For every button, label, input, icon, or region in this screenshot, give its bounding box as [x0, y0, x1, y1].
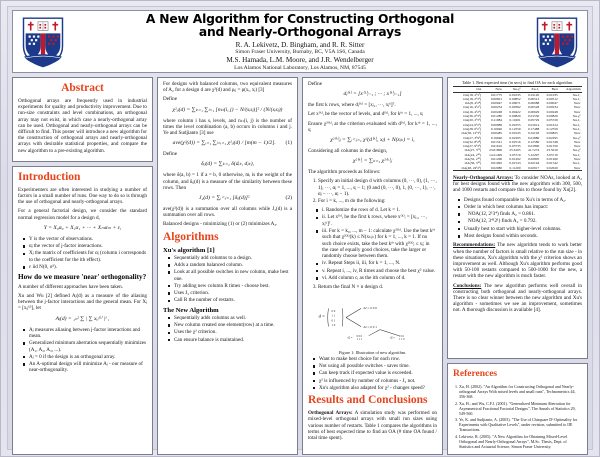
- table-cell: 0.01614: [546, 122, 558, 127]
- poster-header: [12, 10, 588, 73]
- table-cell: 0.00248: [490, 109, 503, 114]
- middle2-define-3: Define: [308, 81, 322, 87]
- table-cell: 0.00047: [490, 101, 503, 106]
- column-right: [447, 77, 588, 455]
- list-item: Usually best to start with higher-level columns.: [460, 226, 582, 232]
- introduction-p4: Xu and Wu [2] defined Aⱼ(d) as a measure of the aliasing between the j-factor interactions and the general mean. For Xⱼ = [xᵢⱼ⁽ʲ⁾], let: [18, 293, 147, 312]
- references-panel: [447, 363, 588, 455]
- table-cell: New: [574, 144, 581, 149]
- list-item: New column created one element(row) at a time.: [170, 322, 292, 328]
- column-middle-right: [302, 77, 443, 455]
- column-left: [12, 77, 153, 455]
- recommendations-paragraph: [453, 242, 582, 279]
- table-cell: 0.00825: [546, 131, 558, 136]
- poster-columns: [12, 77, 588, 455]
- table-cell: 0.01092: [490, 161, 503, 166]
- orthogonal-arrays-results: [308, 410, 437, 441]
- list-item: Can ensure balance is maintained.: [170, 337, 292, 343]
- table-cell: Xu-J₂: [572, 161, 581, 166]
- list-item: Try adding new column R times - choose best.: [170, 283, 292, 289]
- svg-text:0 0 1: 0 0 1: [399, 334, 405, 338]
- table-cell: OA(27, 3¹9¹): [463, 135, 482, 140]
- references-list: [453, 384, 582, 449]
- simon-fraser-university-crest-left: [21, 16, 65, 68]
- table-cell: 0.01880: [528, 135, 540, 140]
- table-cell: 0.01055: [509, 122, 521, 127]
- list-item: An A-optimal design will minimize Aⱼ - our measure of near-orthogonality.: [25, 361, 147, 374]
- table-cell: 0.00512: [528, 96, 540, 101]
- algorithm-detail-panel: [302, 77, 443, 455]
- table-cell: 0.02516: [509, 139, 521, 144]
- list-item: Sequentially adds columns as well.: [170, 315, 292, 321]
- list-item: Want to make best choice for each row.: [315, 356, 437, 362]
- svg-text:d2 =: d2 =: [389, 336, 395, 340]
- recommendations-body: The new algorithm tends to work better when the number of factors is small relative to the run size - in these situations, Xu's algorithm with the χ² criterion shows an improvement as well. Although Xu's algorithm performs good with 50-100 restarts compared to 500-1000 for the new, a restart with the new algorithm is much faster.: [453, 242, 582, 280]
- table-cell: Xu-J₂: [572, 122, 581, 127]
- table-cell: 0.10040: [490, 126, 503, 131]
- list-item: Uses the χ² criterion.: [170, 329, 292, 335]
- table-cell: 0.02295: [546, 135, 558, 140]
- algorithm-final-step: [308, 284, 437, 290]
- xu-algorithm-heading: Xu's algorithm [1]: [163, 246, 215, 254]
- middle-define-2: Define: [163, 151, 177, 158]
- near-orthogonality-subheading: How do we measure 'near' orthogonality?: [18, 273, 147, 282]
- authors-line-2: M.S. Hamada, L.M. Moore, and J.R. Wendelberger: [226, 56, 374, 65]
- svg-text:1 1: 1 1: [331, 313, 336, 318]
- middle-equation-2: [163, 139, 292, 148]
- middle-p1: For designs with balanced columns, two equivalent measures of A₂ for a design d are χ²(d) and ρᵢⱼ = ρ(xᵢ, xⱼ) [3]: [163, 81, 292, 94]
- table-cell: 0.11984: [490, 118, 503, 123]
- algorithm-substeps: [308, 207, 437, 281]
- introduction-p3: A number of different approaches have been taken.: [18, 283, 123, 290]
- table-cell: 0.02194: [528, 161, 540, 166]
- table-cell: 0.00629: [528, 109, 540, 114]
- table-cell: New: [559, 166, 582, 171]
- table-cell: OA(18, 2¹3⁶): [463, 96, 482, 101]
- svg-text:1 1 0: 1 1 0: [399, 337, 405, 341]
- table-cell: OA(32, 8¹2⁸): [463, 139, 482, 144]
- table-cell: New: [574, 101, 581, 106]
- table-cell: 0.00820: [546, 114, 558, 119]
- table-cell: 0.01035: [546, 92, 558, 97]
- abstract-panel: [12, 77, 153, 162]
- middle2-p8: Ensure χ²⁽ᵏ⁾ᵢ at the criterion evaluated with d⁽ᵏ⁾ᵢ for kᵗʰ = 1, ..., sⱼ: [308, 120, 437, 133]
- poster-title-line2: and Nearly-Orthogonal Arrays: [198, 25, 402, 39]
- table-cell: 0.01542: [546, 161, 558, 166]
- table-body: [453, 92, 582, 170]
- conclusions-paragraph: [453, 283, 582, 314]
- middle-p5: Balanced designs - minimizing (1) or (2) minimizes A₂.: [163, 221, 278, 228]
- table-cell: OA(24, 2¹⁰): [464, 152, 482, 157]
- new-algorithm-bullets: [163, 315, 292, 343]
- column-header: Best: [541, 87, 560, 92]
- list-item: ii. Let x⁽ᵏ⁾ᵢ be the first k rows, where x⁽ᵏ⁾ᵢ = [xⱼ₁, ···, xⱼᵏ]ᵀ.: [318, 214, 437, 227]
- middle2-equation-5: dⱼ⁽ᵏ⁾ = [x⁽¹⁾ⱼ₋₁ ; ··· ; x⁽ᵏ⁾ⱼ₋₁]: [343, 91, 402, 98]
- affiliation-line-1: Simon Fraser University, Burnaby, BC, V5A 1S6, Canada: [235, 49, 365, 56]
- algorithm-notes: [308, 356, 437, 391]
- list-item: NOA(12, 2¹3⁴) finds A₂ = 0.861.: [460, 211, 582, 217]
- new-algorithm-heading: The New Algorithm: [163, 306, 219, 314]
- middle-p3: where δ(a, b) = 1 if a = b, 0 otherwise, mᵢ is the weight of the column, and δᵢⱼ(d) is a measure of the similarity between these rows. Then: [163, 172, 292, 191]
- table-cell: Xu-J₂: [572, 96, 581, 101]
- middle2-p6: the first k rows, where dⱼ⁽ᵏ⁾ = [xⱼ₁, ···, xⱼᵏ]ᵀ.: [308, 102, 396, 109]
- table-cell: OA(28, 6¹2⁷): [463, 126, 482, 131]
- middle-equation-4: [163, 194, 292, 203]
- middle-p4: ave(χ²(d)) is a summation over all columns while J₂(d) is a summation over all rows.: [163, 206, 292, 219]
- table-cell: OA(36, 12¹3¹): [461, 131, 482, 136]
- list-item: i. Randomize the rows of d. Let k = 1.: [318, 207, 437, 213]
- list-item: 3. Ye, K. and Sudjianto, A. (2003). "The Use of Chisquare Dᵒ Optimality for Experiments with Qualitative Levels", under revision, submitted to IIE Transactions.: [459, 417, 582, 432]
- abstract-body: Orthogonal arrays are frequently used in industrial experiments for quality and productivity improvement. Due to run-size constraints and level combinations, an orthogonal array may not exist, in which case a nearly-orthogonal array can be used. Orthogonal and nearly-orthogonal arrays can be difficult to find. This poster will introduce a new algorithm for the construction of orthogonal arrays and nearly-orthogonal arrays with desirable statistical properties, and compare the new algorithm to a pre-existing algorithm.: [18, 98, 147, 154]
- svg-text:d2 =: d2 =: [347, 336, 353, 340]
- list-item: iii. For k = k₀, ..., m − 1: calculate χ²⁽ᵏ⁾. Use the best kᵗʰ such that χ²⁽ᵏ⁾(k) ≤ N(xₖⱼₖ) for k = 1, ..., k = 1. If no such choice exists, take the best kᵗʰ with χ²⁽ᵏ⁾ⱼ ≤ sⱼ; in the case of equally good choices, take the larger or randomly choose between them.: [318, 228, 437, 259]
- noa-bullets: [453, 197, 582, 240]
- table-cell: 0.05729: [528, 118, 540, 123]
- table-cell: 0.00852: [509, 96, 521, 101]
- list-item: Order in which best columns has impact:: [460, 204, 582, 210]
- introduction-p2: For a general factorial design, we consider the standard normal regression model for a design d,: [18, 208, 147, 221]
- table-cell: 0.00989: [490, 122, 503, 127]
- svg-text:0 0 0: 0 0 0: [356, 334, 363, 338]
- column-header: New: [483, 87, 504, 92]
- recommendations-label: Recommendations:: [453, 242, 496, 249]
- column-header: Xu-J₂: [522, 87, 541, 92]
- list-item: Most designs found within seconds.: [460, 233, 582, 239]
- title-block: [73, 11, 527, 72]
- list-item: Xⱼ the matrix of coefficients for αⱼ (column i corresponds to the coefficient for the ith effect).: [25, 250, 147, 263]
- list-item: Generalized minimum aberration sequentially minimizes (A₁, A₂, A₃, ...).: [25, 340, 147, 353]
- column-middle-left: [157, 77, 298, 455]
- list-item: Designs found comparable to Xu's in terms of A₂.: [460, 197, 582, 203]
- middle-p2: where column i has sᵢ levels, and nₖₗ(i, j) is the number of times the level combination (a, b) occurs in columns i and j. Ye and Sudjianto [3] use: [163, 117, 292, 137]
- introduction-p1: Experimenters are often interested in studying a number of factors in a small number of runs. One way to do so is through the use of orthogonal and nearly-orthogonal arrays.: [18, 186, 147, 206]
- table-cell: 0.12559: [509, 126, 521, 131]
- table-cell: 14.21499: [489, 152, 503, 157]
- introduction-equation: Y = X₀α₀ + X₁α₁ + ··· + Xₘαₘ + ε,: [43, 224, 122, 231]
- poster-inner-frame: [7, 6, 593, 450]
- list-item: Not using all possible switches - saves time.: [315, 363, 437, 369]
- list-item: Aⱼ measures aliasing between j-factor interactions and mean.: [25, 327, 147, 340]
- list-item: Look at all possible switches in new column, make best one.: [170, 269, 292, 282]
- table-cell: 41.7274: [528, 148, 540, 153]
- table-cell: 0.00248: [546, 109, 558, 114]
- results-table: [453, 81, 582, 171]
- table-cell: 0.01260: [546, 157, 558, 162]
- table-cell: 0.01550: [546, 144, 558, 149]
- table-cell: 0.02295: [509, 135, 521, 140]
- svg-text:d2 = 0 0 0: d2 = 0 0 0: [363, 305, 377, 310]
- table-cell: OA(36, 3¹⁰): [464, 161, 482, 166]
- list-item: 1. Xu, H. (2002). "An Algorithm for Constructing Orthogonal and Nearly-orthogonal Arrays With mixed levels and small runs", Technometrics 44, 356-368.: [459, 384, 582, 399]
- middle2-equation-7: χ²⁽ᵏ⁾ᵢ = ∑ₖ₌₁ χ²⁽ᵏ⁾ᵢⱼ: [353, 158, 392, 165]
- table-cell: 0.01045: [509, 131, 521, 136]
- table-cell: 0.00071: [509, 101, 521, 106]
- table-cell: OA(16, 4¹2⁶): [463, 109, 482, 114]
- table-cell: OA(32, 2¹⁰): [464, 157, 482, 162]
- table-cell: 0.01120: [528, 92, 540, 97]
- conclusions-body: The new algorithm performs well overall in constructing both orthogonal and nearly-orthogonal arrays. There is no clear winner between the new algorithm and Xu's algorithm - sometimes we see an improvement, sometimes not. A thorough discussion is available [4].: [453, 282, 582, 314]
- table-cell: OA(20, 2¹5¹): [463, 118, 482, 123]
- table-cell: Xu-J₂: [572, 126, 581, 131]
- orthogonal-arrays-label: Orthogonal Arrays:: [308, 410, 353, 417]
- table-cell: 0.02080: [483, 166, 504, 171]
- introduction-bullets-2: [18, 327, 147, 374]
- table-cell: 0.01614: [528, 122, 540, 127]
- table-row: [453, 166, 582, 171]
- table-cell: 0.61610: [490, 144, 503, 149]
- table-cell: 0.00821: [490, 96, 503, 101]
- algorithms-heading: Algorithms: [163, 230, 219, 243]
- abstract-heading: Abstract: [61, 82, 104, 94]
- table-caption: Table 1. Best expected time (in secs) to find OA for each algorithm.: [462, 80, 573, 85]
- table-cell: 0.00485: [490, 131, 503, 136]
- equation-number-2: (2): [285, 195, 292, 202]
- table-cell: 0.00422: [509, 109, 521, 114]
- svg-text:1 0: 1 0: [331, 322, 336, 327]
- table-cell: Xu-χ²: [572, 135, 581, 140]
- methods-panel: [157, 77, 298, 455]
- table-cell: New: [574, 157, 581, 162]
- svg-text:d2 = 0 0 1: d2 = 0 0 1: [363, 324, 377, 329]
- list-item: vi. Add column cᵢ as the ith column of d.: [318, 275, 437, 281]
- table-cell: Xu-J₂: [572, 152, 581, 157]
- list-item: iv. Repeat Steps ii, iii, for k = 1, ..., N.: [318, 260, 437, 266]
- table-cell: 0.11601: [509, 118, 521, 123]
- list-item: 2. Xu, H., and Wu, C.F.J. (2001). "Generalized Minimum Aberration for Asymmetrical Fractional Factorial Designs", The Annals of Statistics 29, 549-560.: [459, 401, 582, 416]
- middle2-p9: Considering all columns in the design,: [308, 148, 388, 155]
- svg-text:d =: d =: [318, 313, 326, 319]
- list-item: Uses J₂ criterion.: [170, 290, 292, 296]
- middle-equation-1: χ²ᵢⱼ(d) = ∑ₖ₌₁ ∑ₗ₌₁ [nₖₗ(i, j) − N/(sᵢsⱼ)]² / (N/(sᵢsⱼ)): [172, 106, 283, 113]
- table-cell: 0.01541: [490, 139, 503, 144]
- table-cell: 5.12297: [528, 152, 540, 157]
- list-item: NOA(12, 3⁴¹2¹) finds A₂ = 0.792.: [460, 218, 582, 224]
- table-cell: 0.00512: [546, 96, 558, 101]
- table-cell: 0.00392: [509, 105, 521, 110]
- table-cell: OA(27, 3⁹⁹): [464, 148, 482, 153]
- svg-text:0 1: 0 1: [331, 317, 336, 322]
- table-cell: 0.01775: [490, 92, 503, 97]
- table-cell: OA(24, 6¹2⁶): [463, 122, 482, 127]
- list-item: αⱼ the vector of j-factor interactions.: [25, 243, 147, 249]
- list-item: ε iid N(0, σ²).: [25, 264, 147, 270]
- table-cell: New: [574, 139, 581, 144]
- middle-define-1: Define: [163, 96, 177, 103]
- table-cell: 0.00088: [528, 101, 540, 106]
- equation-body-2: ave(χ²(d)) = ∑ᵢ₌₁ ∑ⱼ₌ᵢ₊₁ χ²ᵢⱼ(d) / [m(m − 1)/2].: [172, 140, 276, 147]
- table-cell: 0.00234: [490, 105, 503, 110]
- table-cell: 0.01890: [528, 144, 540, 149]
- table-cell: 0.00234: [546, 105, 558, 110]
- table-cell: 25.6195: [509, 148, 521, 153]
- figure-caption: Figure 1: Illustration of new algorithm.: [338, 349, 407, 355]
- list-item: Aⱼ = 0 if the design is an orthogonal array.: [25, 354, 147, 360]
- column-header: Algorithm: [559, 87, 582, 92]
- list-item: 4. Lekivetz, R. (2005). "A New Algorithm for Obtaining Mixed-Level Orthogonal and Nearly-Orthogonal Arrays", M.Sc. Thesis, Dept. of Statistics and Actuarial Science, Simon Fraser University.: [459, 434, 582, 449]
- list-item: v. Repeat i, ..., iv, R times and choose the best χ² value.: [318, 268, 437, 274]
- middle-equation-3: δᵢⱼ(d) = ∑ₖ₌₁ δ(dᵢₖ, dⱼₖ),: [201, 161, 254, 168]
- table-cell: New: [574, 109, 581, 114]
- nearly-orthogonal-arrays-paragraph: [453, 175, 582, 194]
- table-cell: 0.01192: [528, 131, 540, 136]
- list-item: 3. Return the final N × n design d.: [318, 284, 437, 290]
- middle2-p7: Let x⁽ᵏ⁾ᵢ be the vector of levels, and d⁽ᵏ⁾ᵢ for kᵗʰ = 1, ..., sⱼ: [308, 111, 423, 118]
- table-cell: 0.02805: [528, 157, 540, 162]
- table-cell: New: [574, 131, 581, 136]
- table-cell: 3.05719: [546, 152, 558, 157]
- xu-algorithm-bullets: [163, 255, 292, 304]
- references-heading: References: [453, 369, 498, 380]
- table-cell: 0.01280: [490, 114, 503, 119]
- introduction-bullets: [18, 236, 147, 270]
- table-cell: 0.00047: [546, 101, 558, 106]
- affiliation-line-2: Los Alamos National Laboratory, Los Alamos, NM, 87545: [234, 65, 366, 71]
- svg-text:1 1 1: 1 1 1: [356, 337, 363, 341]
- simon-fraser-university-crest-right: [535, 16, 579, 68]
- table-cell: OA(27, 9¹3⁹): [463, 144, 482, 149]
- orthogonal-arrays-body: A simulation study was performed on mixed-level orthogonal arrays with small run sizes using various number of restarts. Table 1 compares the algorithms in terms of best expected time to find an OA (# time OA found / total time spent).: [308, 410, 437, 441]
- list-item: Sequentially add columns to a design.: [170, 255, 292, 261]
- list-item: χ² is influenced by number of columns - J₂ not.: [315, 378, 437, 384]
- column-header: Xu-χ²: [504, 87, 523, 92]
- column-header: OA: [453, 87, 483, 92]
- svg-text:0 0: 0 0: [331, 308, 336, 313]
- table-cell: 0.19040: [490, 135, 503, 140]
- poster-title-line1: A New Algorithm for Constructing Orthogonal: [145, 12, 455, 26]
- noa-label: Nearly-Orthogonal Arrays:: [453, 174, 514, 181]
- table-cell: OA(48, 24¹2¹): [453, 166, 483, 171]
- table-cell: 0.17488: [528, 126, 540, 131]
- list-item: Xu's algorithm also adapted for χ² - changes speed?: [315, 385, 437, 391]
- algorithm-figure: [308, 294, 437, 355]
- algorithm-steps-intro: The algorithm proceeds as follows:: [308, 169, 381, 176]
- equation-body-4: J₂(d) = ∑ᵢ<ⱼ₌₁ [δᵢⱼ(d)]²: [199, 195, 250, 202]
- middle2-equation-6: χ²⁽ᵏ⁾ᵢⱼ = ∑ᵢ<ⱼ₌₁ χ²(d⁽ᵏ⁾ᵢ, xⱼ) + N(xⱼₖ) = i,: [330, 137, 415, 144]
- table-cell: 0.02020: [541, 166, 560, 171]
- equation-number-1: (1): [285, 140, 292, 147]
- table-cell: 0.00820: [509, 114, 521, 119]
- table-cell: 0.12559: [546, 126, 558, 131]
- introduction-equation-2: Aⱼ(d) = ₁ₙ² ∑ | ∑ xᵢⱼ⁽ʲ⁾ |² ,: [55, 315, 110, 322]
- table-cell: 0.05729: [546, 118, 558, 123]
- introduction-heading: Introduction: [18, 170, 81, 183]
- table-cell: Xu-J₂: [572, 118, 581, 123]
- table-cell: Xu-χ²: [572, 114, 581, 119]
- algorithm-tree-diagram: [308, 294, 437, 344]
- table-cell: 23.5019: [546, 148, 558, 153]
- table-cell: 0.01035: [509, 92, 521, 97]
- noa-body: To consider NOAs, looked at A₂ for best designs found with the new algorithm with 300, 500, and 1000 restarts and compare this to those found by Xu[2].: [453, 174, 582, 194]
- table-cell: 0.12580: [528, 139, 540, 144]
- table-cell: 0.01543: [509, 161, 521, 166]
- conclusions-label: Conclusions:: [453, 282, 482, 289]
- table-cell: 0.11200: [504, 166, 523, 171]
- list-item: 1. Specify an initial design d with columns (0, ···, 0), (1, ···, 1), ···, αⱼ = 1, ..., sⱼ − 1; (0 and (0, ···, 0), 1, (0, ···, 1), ···, αⱼ − ···, αⱼ − 1).: [318, 178, 437, 197]
- table-cell: OA(36, 6¹3⁶): [463, 114, 482, 119]
- table-cell: 0.00528: [528, 105, 540, 110]
- list-item: Call R the number of restarts.: [170, 297, 292, 303]
- list-item: Adds a random balanced column.: [170, 262, 292, 268]
- table-cell: 0.01292: [509, 157, 521, 162]
- table-cell: Xu-J₂: [572, 92, 581, 97]
- list-item: Can keep track if expected value is exceeded.: [315, 370, 437, 376]
- table-cell: 23.01896: [489, 148, 503, 153]
- table-cell: 3.05719: [509, 152, 521, 157]
- results-table-panel: [447, 77, 588, 359]
- table-cell: OA(16, 4¹2⁷): [463, 105, 482, 110]
- table-cell: 0.01260: [490, 157, 503, 162]
- results-heading: Results and Conclusions: [308, 394, 428, 407]
- table-cell: Xu-χ²: [572, 148, 581, 153]
- table-cell: OA(8, 4¹2⁴): [464, 101, 482, 106]
- algorithm-steps: [308, 178, 437, 204]
- introduction-panel: [12, 166, 153, 455]
- list-item: Y is the vector of observations.: [25, 236, 147, 242]
- table-cell: 0.01548: [546, 139, 558, 144]
- table-cell: 0.01530: [528, 114, 540, 119]
- table-cell: 0.02917: [522, 166, 541, 171]
- table-cell: OA(18, 2¹3⁷): [463, 92, 482, 97]
- table-cell: New: [574, 105, 581, 110]
- list-item: 2. For i = k, ..., m do the following:: [318, 198, 437, 204]
- authors-line-1: R. A. Lekivetz, D. Bingham, and R. R. Sitter: [235, 41, 365, 49]
- table-cell: 0.03735: [509, 144, 521, 149]
